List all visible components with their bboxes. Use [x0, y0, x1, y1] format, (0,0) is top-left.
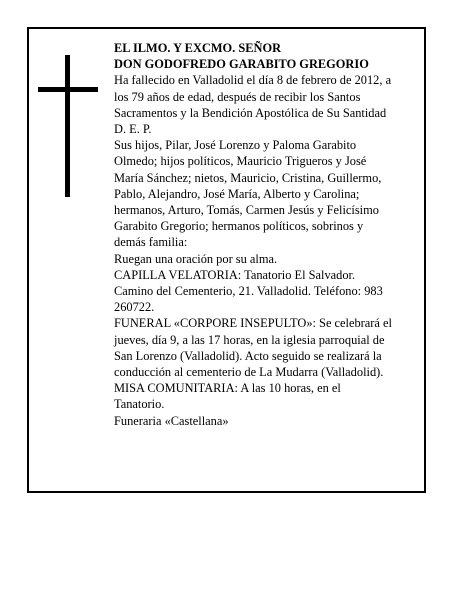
- notice-line: 260722.: [114, 300, 155, 315]
- cross-horizontal-bar: [38, 87, 98, 92]
- notice-text: [114, 40, 424, 429]
- notice-line: los 79 años de edad, después de recibir los Santos: [114, 89, 361, 104]
- notice-line: San Lorenzo (Valladolid). Acto seguido se realizará la: [114, 348, 382, 363]
- cross-icon: [38, 55, 98, 197]
- notice-line: María Sánchez; nietos, Mauricio, Cristina, Guillermo,: [114, 170, 382, 185]
- notice-line: Pablo, Alejandro, José María, Alberto y Carolina;: [114, 186, 360, 201]
- notice-line: Sacramentos y la Bendición Apostólica de Su Santidad: [114, 105, 387, 120]
- notice-line: Sus hijos, Pilar, José Lorenzo y Paloma Garabito: [114, 138, 357, 153]
- notice-line: D. E. P.: [114, 122, 152, 137]
- notice-line: Tanatorio.: [114, 397, 165, 412]
- notice-line: Garabito Gregorio; hermanos políticos, sobrinos y: [114, 219, 364, 234]
- notice-line: Camino del Cementerio, 21. Valladolid. Teléfono: 983: [114, 284, 383, 299]
- notice-line: Ruegan una oración por su alma.: [114, 251, 278, 266]
- notice-title: EL ILMO. Y EXCMO. SEÑOR: [114, 41, 282, 55]
- notice-line: jueves, día 9, a las 17 horas, en la iglesia parroquial de: [114, 332, 385, 347]
- notice-line: Funeraria «Castellana»: [114, 413, 229, 428]
- notice-line: CAPILLA VELATORIA: Tanatorio El Salvador.: [114, 267, 356, 282]
- notice-line: demás familia:: [114, 235, 188, 250]
- notice-line: conducción al cementerio de La Mudarra (Valladolid).: [114, 365, 384, 380]
- notice-line: hermanos, Arturo, Tomás, Carmen Jesús y Felicísimo: [114, 203, 379, 218]
- notice-line: FUNERAL «CORPORE INSEPULTO»: Se celebrará el: [114, 316, 392, 331]
- notice-line: MISA COMUNITARIA: A las 10 horas, en el: [114, 381, 341, 396]
- notice-line: Ha fallecido en Valladolid el día 8 de febrero de 2012, a: [114, 73, 392, 88]
- deceased-name: DON GODOFREDO GARABITO GREGORIO: [114, 57, 369, 72]
- notice-line: Olmedo; hijos políticos, Mauricio Trigueros y José: [114, 154, 367, 169]
- cross-vertical-bar: [65, 55, 70, 197]
